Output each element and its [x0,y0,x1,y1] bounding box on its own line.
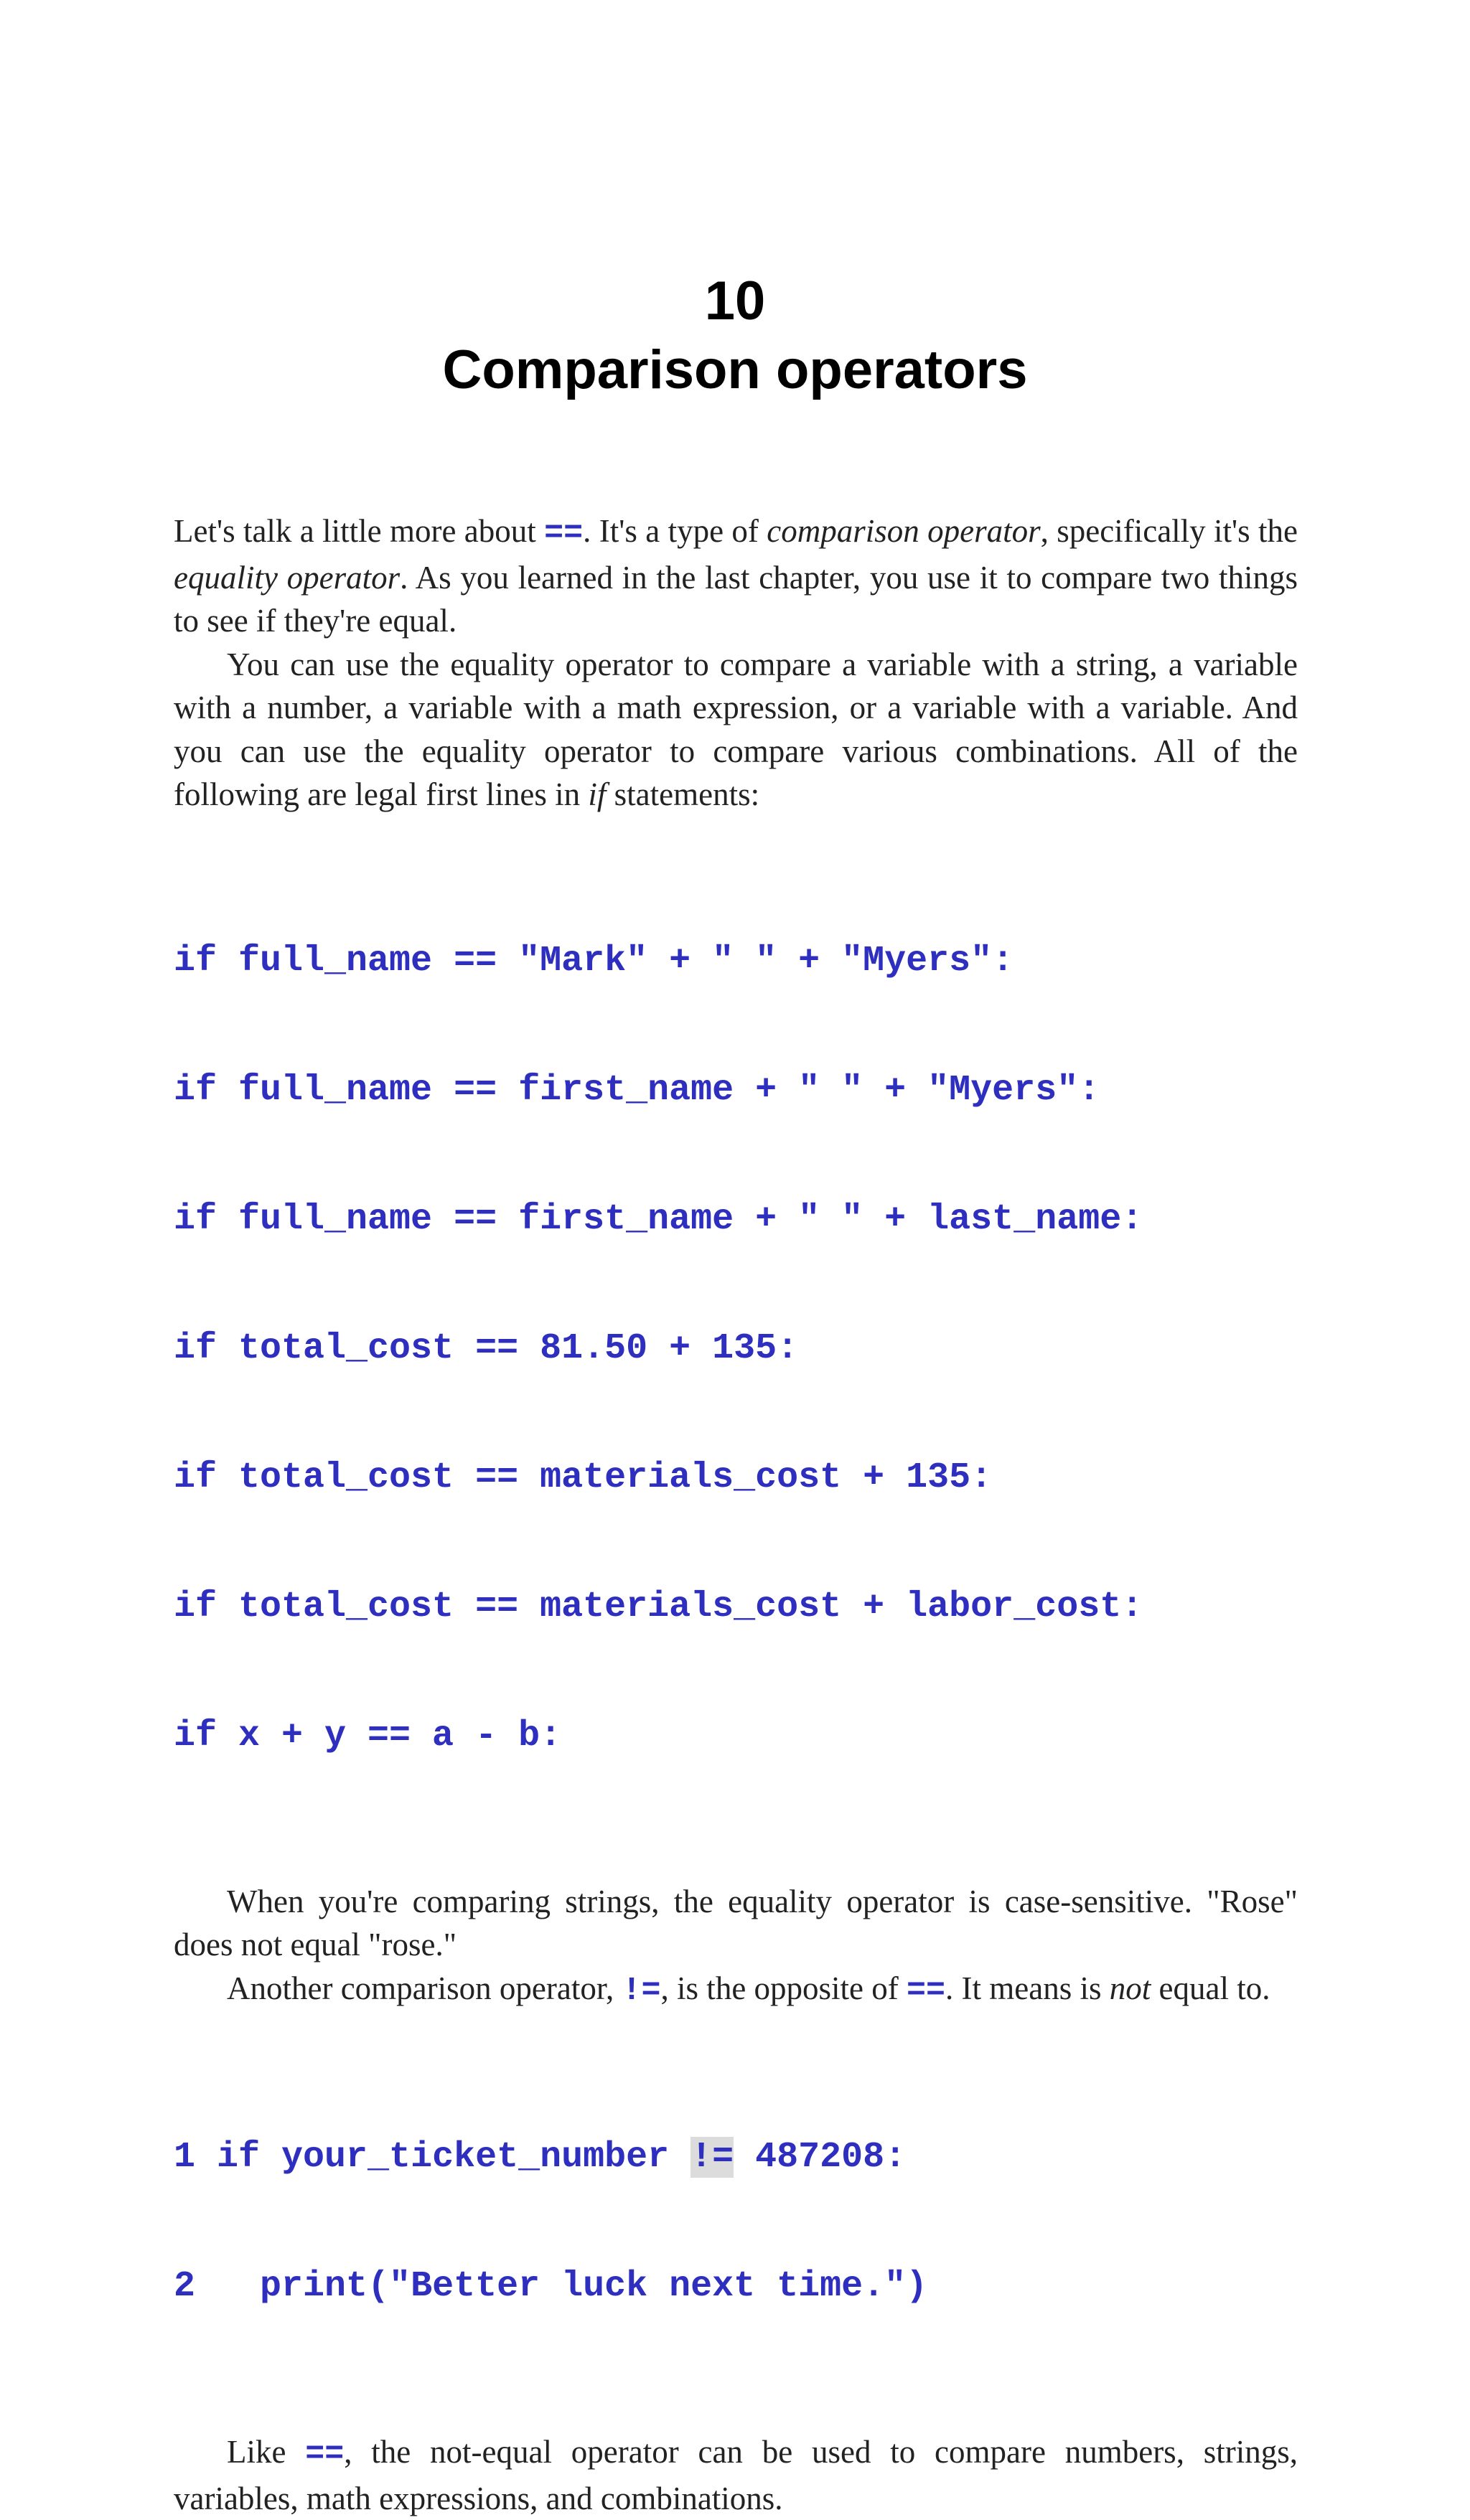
code-block-equality [174,854,1298,1844]
line-number: 2 [174,2266,196,2307]
chapter-heading [0,267,1470,405]
code-line-2 [174,2265,1298,2308]
emphasis: comparison operator [767,513,1041,549]
inline-code: == [305,2436,345,2473]
chapter-body [174,509,1298,2520]
code-text: print("Better luck next time.") [195,2266,928,2307]
inline-code: == [907,1972,946,2009]
paragraph-2 [174,643,1298,817]
text-run: Let's talk a little more about [174,513,545,549]
code-line: if total_cost == materials_cost + labor_cost: [174,1586,1143,1627]
emphasis: equality operator [174,559,401,596]
line-number: 1 [174,2137,196,2178]
emphasis: if [588,776,607,812]
emphasis: not [1109,1970,1151,2006]
paragraph-4 [174,1967,1298,2013]
code-text: 487208: [734,2137,907,2178]
text-run: , the not-equal operator can be used to compare numbers, strings, variables, math expressions, and combinations. [174,2434,1298,2516]
chapter-title: Comparison operators [442,339,1028,400]
code-line-1 [174,2136,1298,2179]
inline-code: == [544,515,584,552]
text-run: . It means is [945,1970,1110,2006]
inline-code: != [622,1972,661,2009]
text-run: You can use the equality operator to compare a variable with a string, a variable with a number, a variable with a math expression, or a variable with a variable. And you can use the equality operator to compare various combinations. All of the following are legal first lines in [174,646,1298,812]
code-line: if total_cost == materials_cost + 135: [174,1457,993,1498]
text-run: , specifically it's the [1040,513,1298,549]
paragraph-3: When you're comparing strings, the equality operator is case-sensitive. "Rose" does not equal "rose." [174,1883,1298,1962]
paragraph-5 [174,2430,1298,2520]
text-run: . As you learned in the last chapter, you use it to compare two things to see if they're equal. [174,559,1298,639]
highlighted-operator: != [690,2137,734,2178]
text-run: statements: [606,776,760,812]
text-run: . It's a type of [583,513,767,549]
text-run: Another comparison operator, [227,1970,622,2006]
code-block-not-equal [174,2050,1298,2394]
text-run: Like [227,2434,306,2470]
code-text: if your_ticket_number [195,2137,691,2178]
paragraph-1 [174,509,1298,643]
code-line: if total_cost == 81.50 + 135: [174,1327,799,1369]
text-run: equal to. [1151,1970,1270,2006]
code-line: if full_name == first_name + " " + "Myers": [174,1069,1100,1111]
code-line: if full_name == first_name + " " + last_name: [174,1198,1143,1240]
code-line: if full_name == "Mark" + " " + "Myers": [174,940,1014,982]
chapter-number: 10 [704,271,766,332]
code-line: if x + y == a - b: [174,1715,562,1757]
text-run: , is the opposite of [660,1970,907,2006]
